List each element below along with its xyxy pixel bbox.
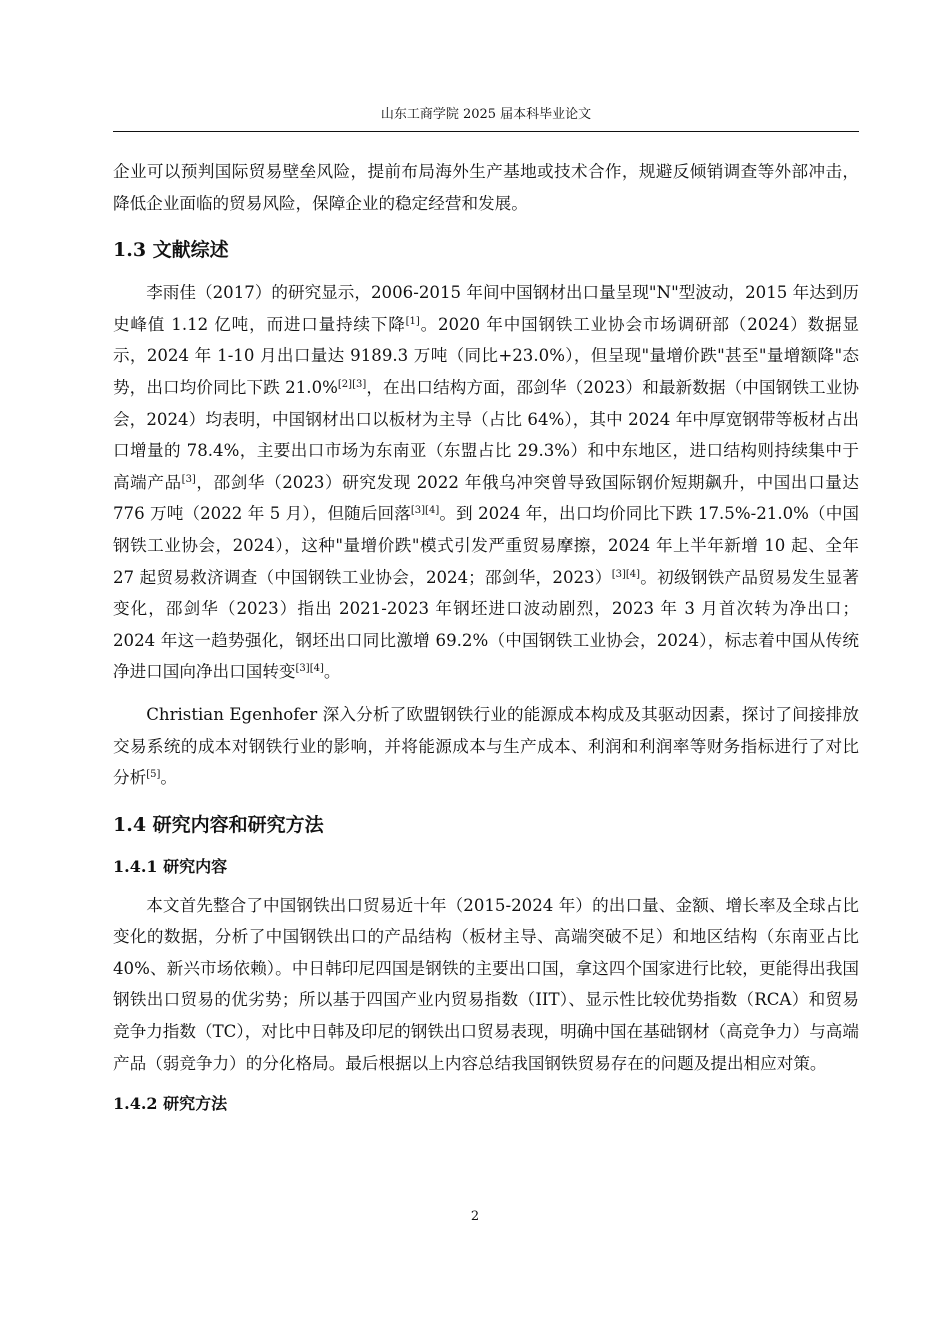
citation: [3][4] xyxy=(611,568,641,580)
paragraph-continued: 企业可以预判国际贸易壁垒风险，提前布局海外生产基地或技术合作，规避反倾销调查等外部冲击，降低企业面临的贸易风险，保障企业的稳定经营和发展。 xyxy=(113,162,859,213)
section-heading-1-3: 1.3 文献综述 xyxy=(113,239,229,262)
text-run: ，邵剑华（2023）研究发现 2022 年俄乌冲突曾导致国际钢价短期飙升，中国出口量达 776 万吨（2022 年 5 月），但随后回落 xyxy=(113,472,860,524)
text-run: 。 xyxy=(323,662,341,682)
subsection-heading-1-4-2: 1.4.2 研究方法 xyxy=(113,1094,228,1114)
citation: [3][4] xyxy=(410,505,440,517)
paragraph-literature-review xyxy=(113,277,859,688)
text-run: ，在出口结构方面，邵剑华（2023）和最新数据（中国钢铁工业协会，2024）均表明，中国钢材出口以板材为主导（占比 64%），其中 2024 年中厚宽钢带等板材占出口增量的 78.4%，主要出口市场为东南亚（东盟占比 29.3%）和中东地区，进口结构则持续集中于高端产品 xyxy=(113,377,859,492)
citation: [3] xyxy=(181,473,196,485)
citation: [3][4] xyxy=(295,663,324,675)
text-run: 。 xyxy=(160,768,177,788)
page-body xyxy=(113,156,859,1127)
text-run: 。到 2024 年，出口均价同比下跌 17.5%-21.0%（中国钢铁工业协会，2024），这种"量增价跌"模式引发严重贸易摩擦，2024 年上半年新增 10 起、全年 27 起贸易救济调查（中国钢铁工业协会，2024；邵剑华，2023） xyxy=(113,504,860,587)
citation: [1] xyxy=(405,315,420,327)
text-run: 李雨佳（2017）的研究显示，2006-2015 年间中国钢材出口量呈现"N"型波动，2015 年达到历史峰值 1.12 亿吨，而进口量持续下降 xyxy=(113,283,859,334)
subsection-heading-1-4-1: 1.4.1 研究内容 xyxy=(113,856,228,876)
text-run: 。初级钢铁产品贸易发生显著变化，邵剑华（2023）指出 2021-2023 年钢坯进口波动剧烈，2023 年 3 月首次转为净出口；2024 年这一趋势强化，钢坯出口同比激增 69.2%（中国钢铁工业协会，2024），标志着中国从传统净进口国向净出口国转变 xyxy=(113,567,859,682)
citation: [2][3] xyxy=(337,378,367,390)
paragraph-research-content: 本文首先整合了中国钢铁出口贸易近十年（2015-2024 年）的出口量、金额、增长率及全球占比变化的数据，分析了中国钢铁出口的产品结构（板材主导、高端突破不足）和地区结构（东南亚占比 40%、新兴市场依赖）。中日韩印尼四国是钢铁的主要出口国，拿这四个国家进行比较，更能得出我国钢铁出口贸易的优劣势；所以基于四国产业内贸易指数（IIT）、显示性比较优势指数（RCA）和贸易竞争力指数（TC），对比中日韩及印尼的钢铁出口贸易表现，明确中国在基础钢材（高竞争力）与高端产品（弱竞争力）的分化格局。最后根据以上内容总结我国钢铁贸易存在的问题及提出相应对策。 xyxy=(113,895,859,1073)
text-run: 。2020 年中国钢铁工业协会市场调研部（2024）数据显示，2024 年 1-10 月出口量达 9189.3 万吨（同比+23.0%），但呈现"量增价跌"甚至"量增额降"态势，出口均价同比下跌 21.0% xyxy=(113,314,860,397)
paragraph-egenhofer xyxy=(113,699,859,794)
citation: [5] xyxy=(146,769,161,781)
running-header: 山东工商学院 2025 届本科毕业论文 xyxy=(380,107,592,122)
page-number: 2 xyxy=(470,1209,480,1224)
text-run: Christian Egenhofer 深入分析了欧盟钢铁行业的能源成本构成及其驱动因素，探讨了间接排放交易系统的成本对钢铁行业的影响，并将能源成本与生产成本、利润和利润率等财务指标进行了对比分析 xyxy=(113,704,859,788)
header-rule xyxy=(113,131,859,132)
section-heading-1-4: 1.4 研究内容和研究方法 xyxy=(113,813,324,836)
